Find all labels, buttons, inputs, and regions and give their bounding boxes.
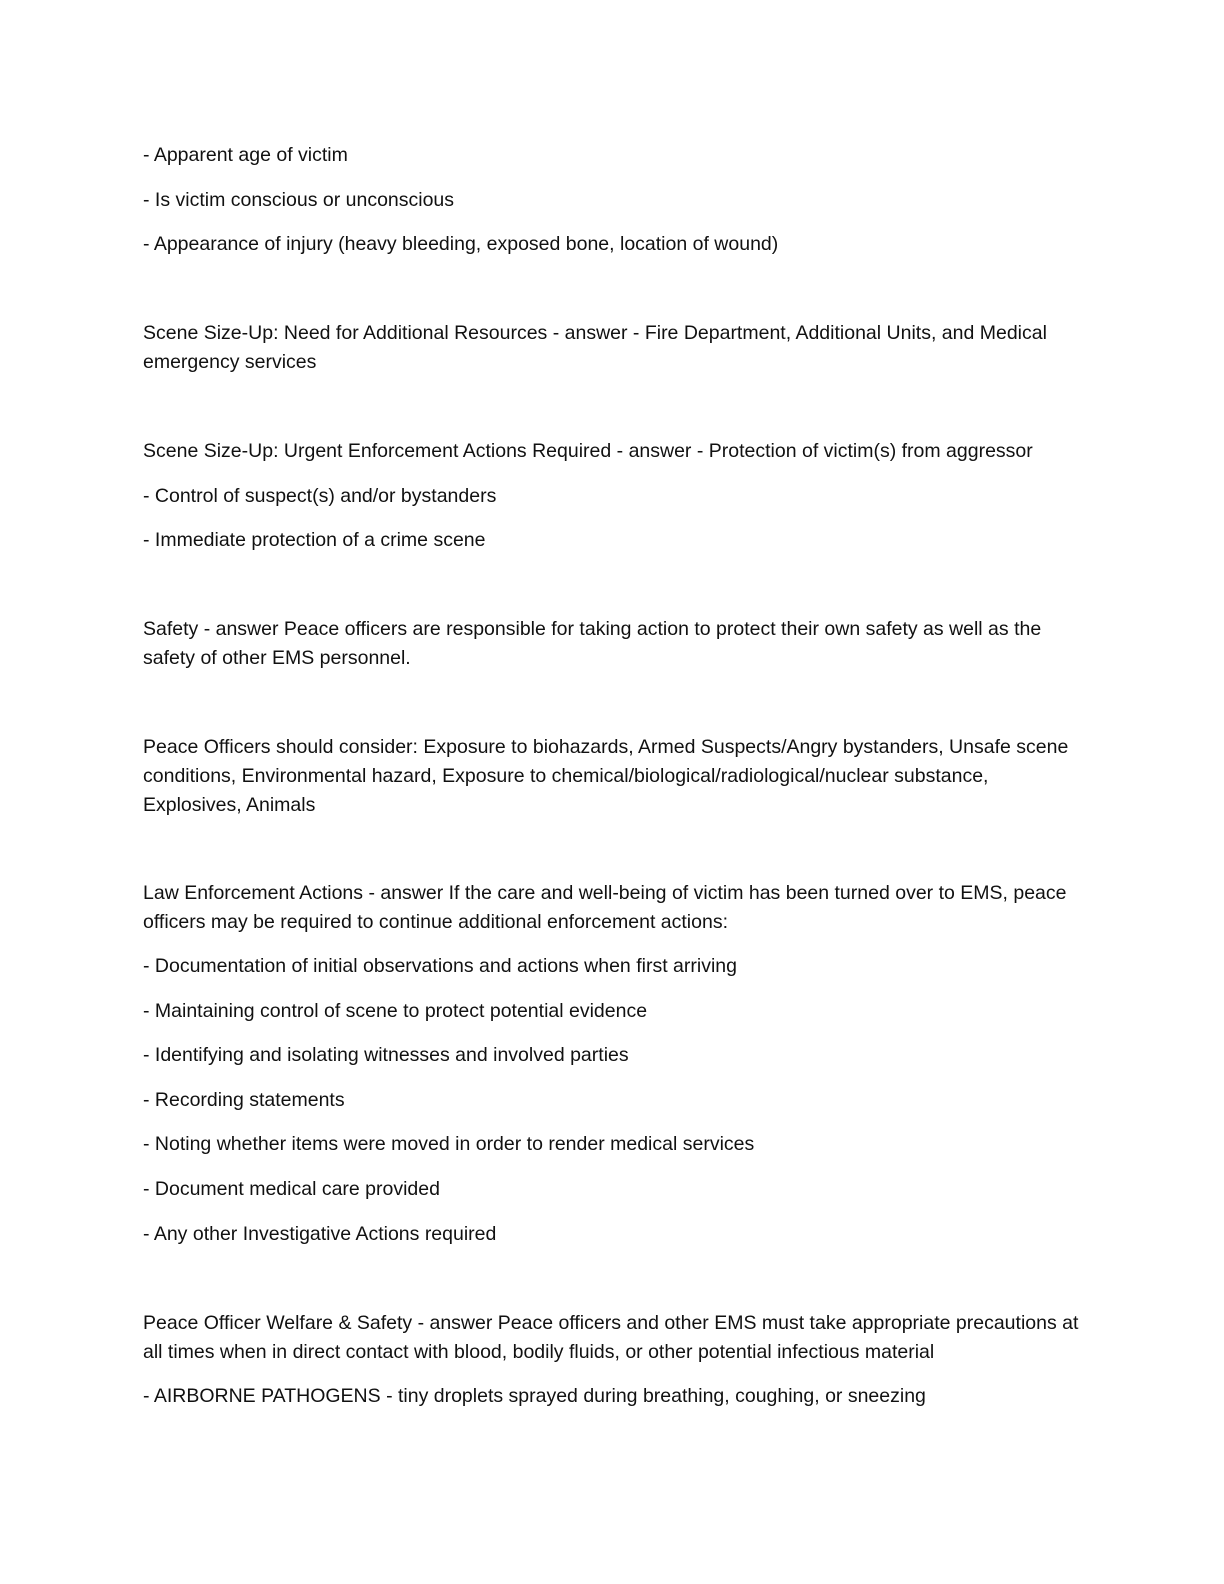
paragraph-safety: Safety - answer Peace officers are responsible for taking action to protect their own safety as well as the safety of other EMS personnel.	[143, 618, 1042, 669]
bullet-victim-conscious: - Is victim conscious or unconscious	[143, 189, 455, 211]
bullet-document-care: - Document medical care provided	[143, 1178, 440, 1200]
bullet-recording-statements: - Recording statements	[143, 1089, 345, 1111]
paragraph-urgent-enforcement: Scene Size-Up: Urgent Enforcement Actions Required - answer - Protection of victim(s) from aggressor	[143, 440, 1033, 462]
bullet-maintaining-control: - Maintaining control of scene to protect potential evidence	[143, 1000, 648, 1022]
paragraph-law-enforcement-actions: Law Enforcement Actions - answer If the care and well-being of victim has been turned over to EMS, peace officers may be required to continue additional enforcement actions:	[143, 882, 1067, 933]
paragraph-welfare-safety: Peace Officer Welfare & Safety - answer Peace officers and other EMS must take appropriate precautions at all times when in direct contact with blood, bodily fluids, or other potential infectious material	[143, 1312, 1079, 1363]
bullet-injury-appearance: - Appearance of injury (heavy bleeding, exposed bone, location of wound)	[143, 233, 779, 255]
paragraph-officers-consider: Peace Officers should consider: Exposure to biohazards, Armed Suspects/Angry bystanders, Unsafe scene conditions, Environmental hazard, Exposure to chemical/biological/radiological/nuclear substance, Explosives, Animals	[143, 736, 1069, 816]
bullet-other-actions: - Any other Investigative Actions required	[143, 1223, 497, 1245]
bullet-noting-items: - Noting whether items were moved in order to render medical services	[143, 1133, 755, 1155]
bullet-identifying-witnesses: - Identifying and isolating witnesses and involved parties	[143, 1044, 629, 1066]
bullet-airborne-pathogens: - AIRBORNE PATHOGENS - tiny droplets sprayed during breathing, coughing, or sneezing	[143, 1385, 926, 1407]
bullet-documentation: - Documentation of initial observations and actions when first arriving	[143, 955, 737, 977]
bullet-control-suspects: - Control of suspect(s) and/or bystanders	[143, 485, 497, 507]
bullet-crime-scene-protection: - Immediate protection of a crime scene	[143, 529, 486, 551]
paragraph-additional-resources: Scene Size-Up: Need for Additional Resources - answer - Fire Department, Additional Units, and Medical emergency services	[143, 322, 1047, 373]
bullet-victim-age: - Apparent age of victim	[143, 144, 348, 166]
